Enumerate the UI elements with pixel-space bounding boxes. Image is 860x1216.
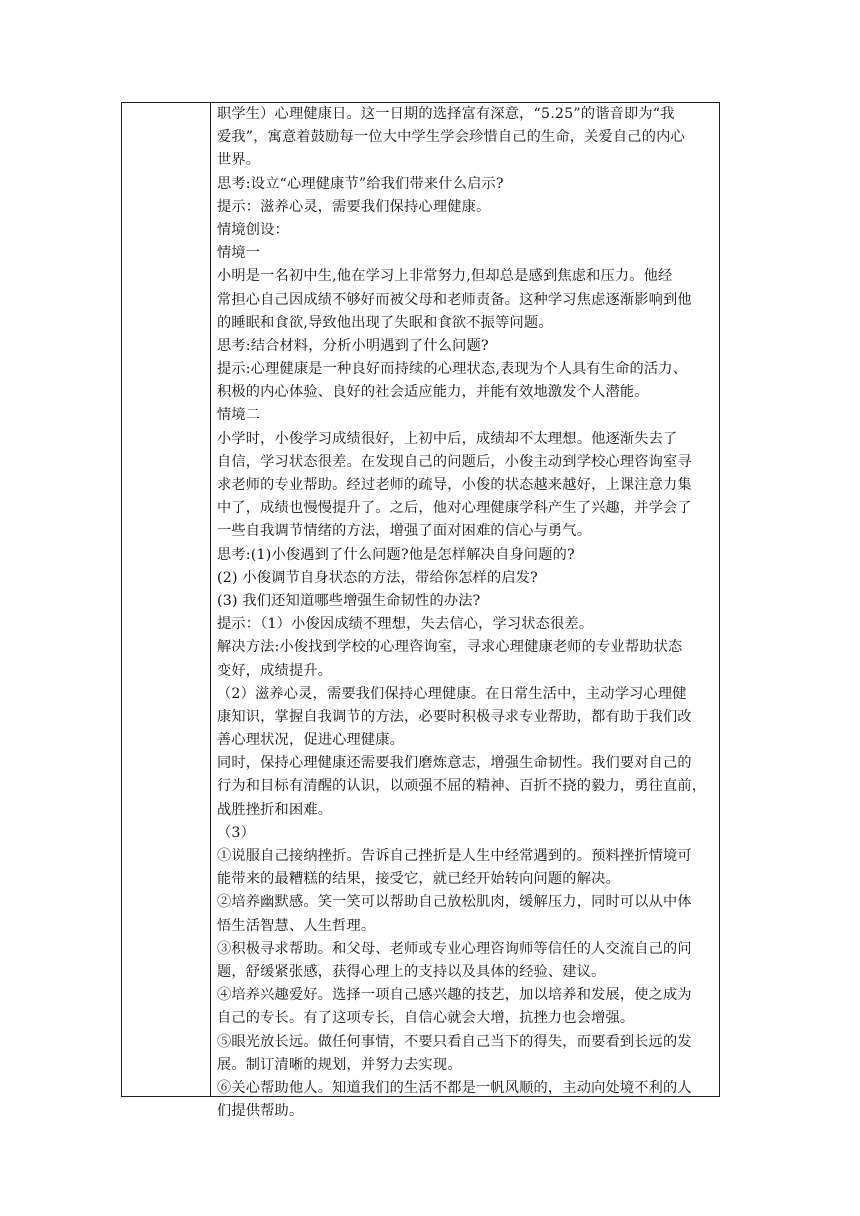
text-line: 小学时，小俊学习成绩很好，上初中后，成绩却不太理想。他逐渐失去了 — [217, 430, 678, 447]
content-lines — [217, 103, 711, 1123]
text-line: 思考:设立“心理健康节”给我们带来什么启示? — [217, 175, 504, 192]
text-line: 情境一 — [217, 245, 261, 262]
text-line: 变好，成绩提升。 — [217, 662, 333, 679]
text-line: 思考:结合材料，分析小明遇到了什么问题? — [217, 337, 489, 354]
text-line: 善心理状况，促进心理健康。 — [217, 732, 405, 749]
text-line: 悟生活智慧、人生哲理。 — [217, 917, 376, 934]
text-line: 常担心自己因成绩不够好而被父母和老师责备。这种学习焦虑逐渐影响到他 — [217, 291, 692, 308]
text-line: 战胜挫折和困难。 — [217, 801, 333, 818]
left-column-cell — [122, 103, 211, 1096]
text-line: ①说服自己接纳挫折。告诉自己挫折是人生中经常遇到的。预料挫折情境可 — [217, 848, 692, 864]
text-line: 题，舒缓紧张感，获得心理上的支持以及具体的经验、建议。 — [217, 963, 606, 980]
text-line: （2）滋养心灵，需要我们保持心理健康。在日常生活中，主动学习心理健 — [217, 685, 687, 702]
text-line: 积极的内心体验、良好的社会适应能力，并能有效地激发个人潜能。 — [217, 384, 649, 401]
text-line: ⑤眼光放长远。做任何事情，不要只看自己当下的得失，而要看到长远的发 — [217, 1033, 692, 1050]
text-line: 提示：滋养心灵，需要我们保持心理健康。 — [217, 198, 491, 215]
text-line: 中了，成绩也慢慢提升了。之后，他对心理健康学科产生了兴趣，并学会了 — [217, 500, 692, 517]
text-line: ⑥关心帮助他人。知道我们的生活不都是一帆风顺的，主动向处境不利的人 — [217, 1079, 692, 1096]
text-line: (2) 小俊调节自身状态的方法，带给你怎样的启发? — [217, 569, 538, 586]
text-line: 求老师的专业帮助。经过老师的疏导，小俊的状态越来越好，上课注意力集 — [217, 477, 692, 493]
text-line: 情境创设： — [217, 221, 289, 238]
text-line: 提示:心理健康是一种良好而持续的心理状态,表现为个人具有生命的活力、 — [217, 361, 688, 378]
text-line: 职学生）心理健康日。这一日期的选择富有深意，“5.25”的谐音即为“我 — [217, 106, 675, 122]
content-cell — [211, 103, 719, 1120]
text-line: (3) 我们还知道哪些增强生命韧性的办法? — [217, 592, 481, 609]
text-line: 提示：（1）小俊因成绩不理想，失去信心，学习状态很差。 — [217, 616, 594, 633]
text-line: 展。制订清晰的规划，并努力去实现。 — [217, 1056, 462, 1073]
text-line: 行为和目标有清醒的认识，以顽强不屈的精神、百折不挠的毅力，勇往直前， — [217, 778, 707, 795]
text-line: 能带来的最糟糕的结果，接受它，就已经开始转向问题的解决。 — [217, 871, 620, 888]
text-line: 康知识，掌握自我调节的方法，必要时积极寻求专业帮助，都有助于我们改 — [217, 708, 692, 725]
text-line: ④培养兴趣爱好。选择一项自己感兴趣的技艺，加以培养和发展，使之成为 — [217, 987, 692, 1004]
text-line: 小明是一名初中生,他在学习上非常努力,但却总是感到焦虑和压力。他经 — [217, 268, 673, 285]
text-line: 同时，保持心理健康还需要我们磨炼意志，增强生命韧性。我们要对自己的 — [217, 755, 692, 772]
text-line: ②培养幽默感。笑一笑可以帮助自己放松肌肉，缓解压力，同时可以从中体 — [217, 894, 692, 911]
text-line: 爱我”，寓意着鼓励每一位大中学生学会珍惜自己的生命，关爱自己的内心 — [217, 129, 685, 146]
text-line: 情境二 — [217, 407, 261, 424]
text-line: 的睡眠和食欲,导致他出现了失眠和食欲不振等问题。 — [217, 314, 553, 331]
text-line: 思考:(1)小俊遇到了什么问题?他是怎样解决自身问题的? — [217, 546, 575, 563]
text-line: 们提供帮助。 — [217, 1103, 304, 1120]
text-line: 自己的专长。有了这项专长，自信心就会大增，抗挫力也会增强。 — [217, 1010, 635, 1027]
text-line: 世界。 — [217, 152, 261, 169]
lesson-table — [121, 102, 720, 1120]
text-line: 解决方法:小俊找到学校的心理咨询室，寻求心理健康老师的专业帮助状态 — [217, 639, 683, 656]
text-line: 自信，学习状态很差。在发现自己的问题后，小俊主动到学校心理咨询室寻 — [217, 453, 692, 470]
text-line: ③积极寻求帮助。和父母、老师或专业心理咨询师等信任的人交流自己的问 — [217, 940, 692, 957]
text-line: 一些自我调节情绪的方法，增强了面对困难的信心与勇气。 — [217, 523, 592, 540]
text-line: （3） — [217, 824, 256, 841]
